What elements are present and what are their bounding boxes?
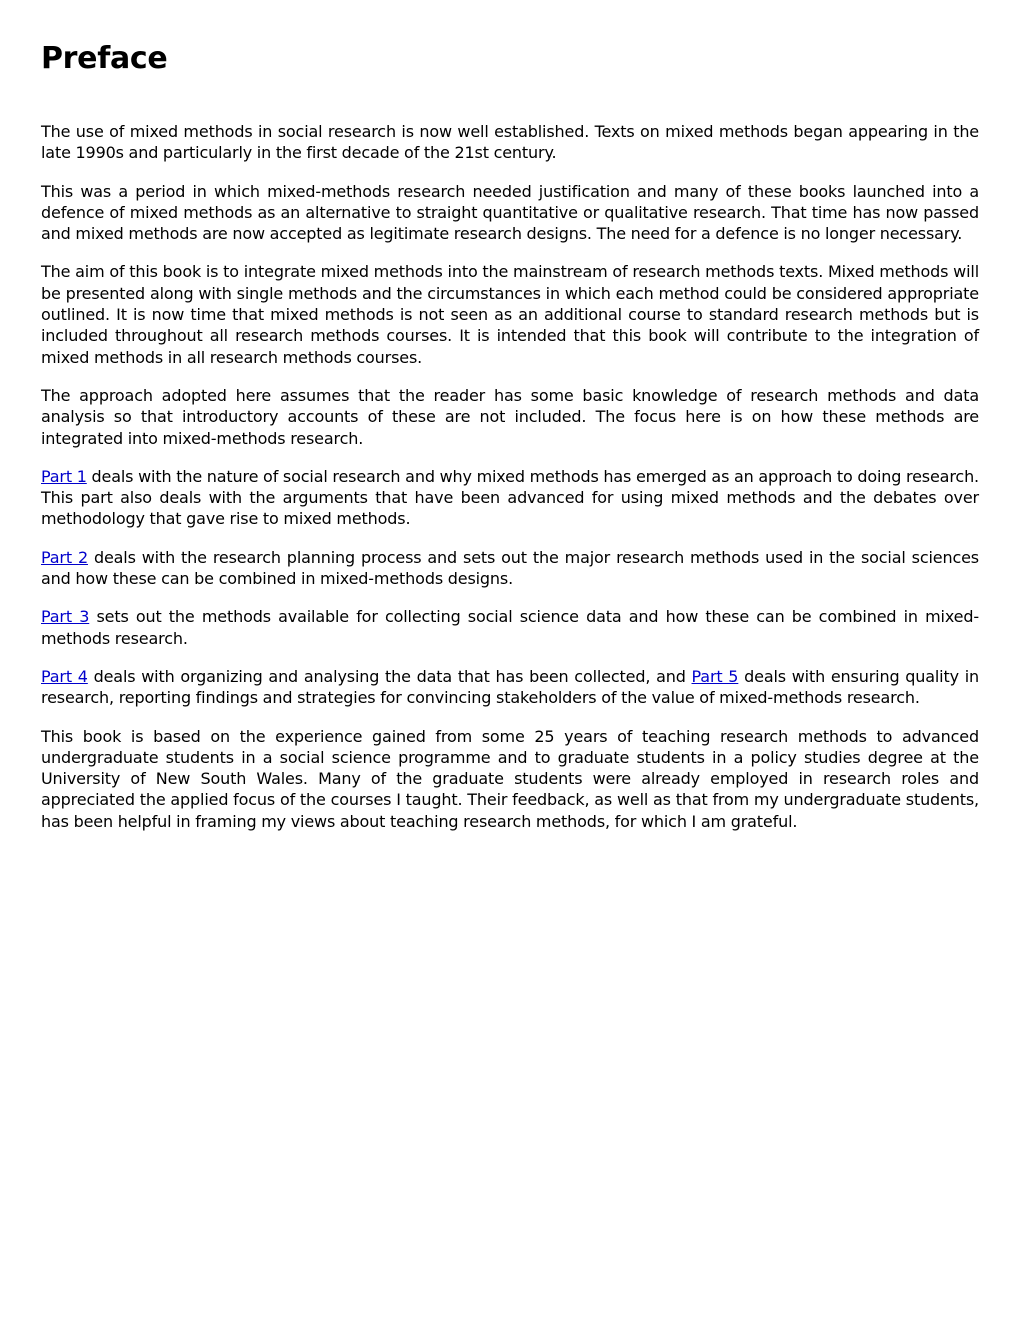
paragraph-approach: The approach adopted here assumes that the reader has some basic knowledge of research methods and data analysis so that introductory accounts of these are not included. The focus here is on how these methods are integrated into mixed-methods research. [41,385,979,448]
paragraph-part-1 [41,466,979,530]
paragraph-part-4-text: deals with organizing and analysing the data that has been collected, and [87,666,692,686]
paragraph-part-2-text: deals with the research planning process and sets out the major research methods used in the social sciences and how these can be combined in mixed-methods designs. [41,547,979,589]
paragraph-acknowledgement: This book is based on the experience gained from some 25 years of teaching research methods to advanced undergraduate students in a social science programme and to graduate students in a policy studies degree at the University of New South Wales. Many of the graduate students were already employed in research roles and appreciated the applied focus of the courses I taught. Their feedback, as well as that from my undergraduate students, has been helpful in framing my views about teaching research methods, for which I am grateful. [41,726,979,831]
paragraph-part-4-5 [41,666,979,709]
link-part-4[interactable]: Part 4 [41,666,88,686]
document-body [41,121,979,832]
paragraph-intro: The use of mixed methods in social research is now well established. Texts on mixed methods began appearing in the late 1990s and particularly in the first decade of the 21st century. [41,122,979,163]
page-title: Preface [41,41,168,76]
document-page [41,0,979,849]
paragraph-part-3-text: sets out the methods available for collecting social science data and how these can be combined in mixed-methods research. [41,607,979,648]
paragraph-part-3 [41,606,979,649]
link-part-1[interactable]: Part 1 [41,466,87,486]
link-part-5[interactable]: Part 5 [691,666,739,686]
paragraph-part-1-text: deals with the nature of social research and why mixed methods has emerged as an approach to doing research. This part also deals with the arguments that have been advanced for using mixed methods and the debates over methodology that gave rise to mixed methods. [41,466,979,529]
paragraph-history: This was a period in which mixed-methods research needed justification and many of these books launched into a defence of mixed methods as an alternative to straight quantitative or qualitative research. That time has now passed and mixed methods are now accepted as legitimate research designs. The need for a defence is no longer necessary. [41,181,979,244]
paragraph-part-5-text: deals with ensuring quality in research, reporting findings and strategies for convincing stakeholders of the value of mixed-methods research. [41,666,979,708]
paragraph-part-2 [41,547,979,590]
link-part-2[interactable]: Part 2 [41,547,88,567]
paragraph-aim: The aim of this book is to integrate mixed methods into the mainstream of research methods texts. Mixed methods will be presented along with single methods and the circumstances in which each method could be considered appropriate outlined. It is now time that mixed methods is not seen as an additional course to standard research methods but is included throughout all research methods courses. It is intended that this book will contribute to the integration of mixed methods in all research methods courses. [41,262,979,367]
link-part-3[interactable]: Part 3 [41,607,90,627]
